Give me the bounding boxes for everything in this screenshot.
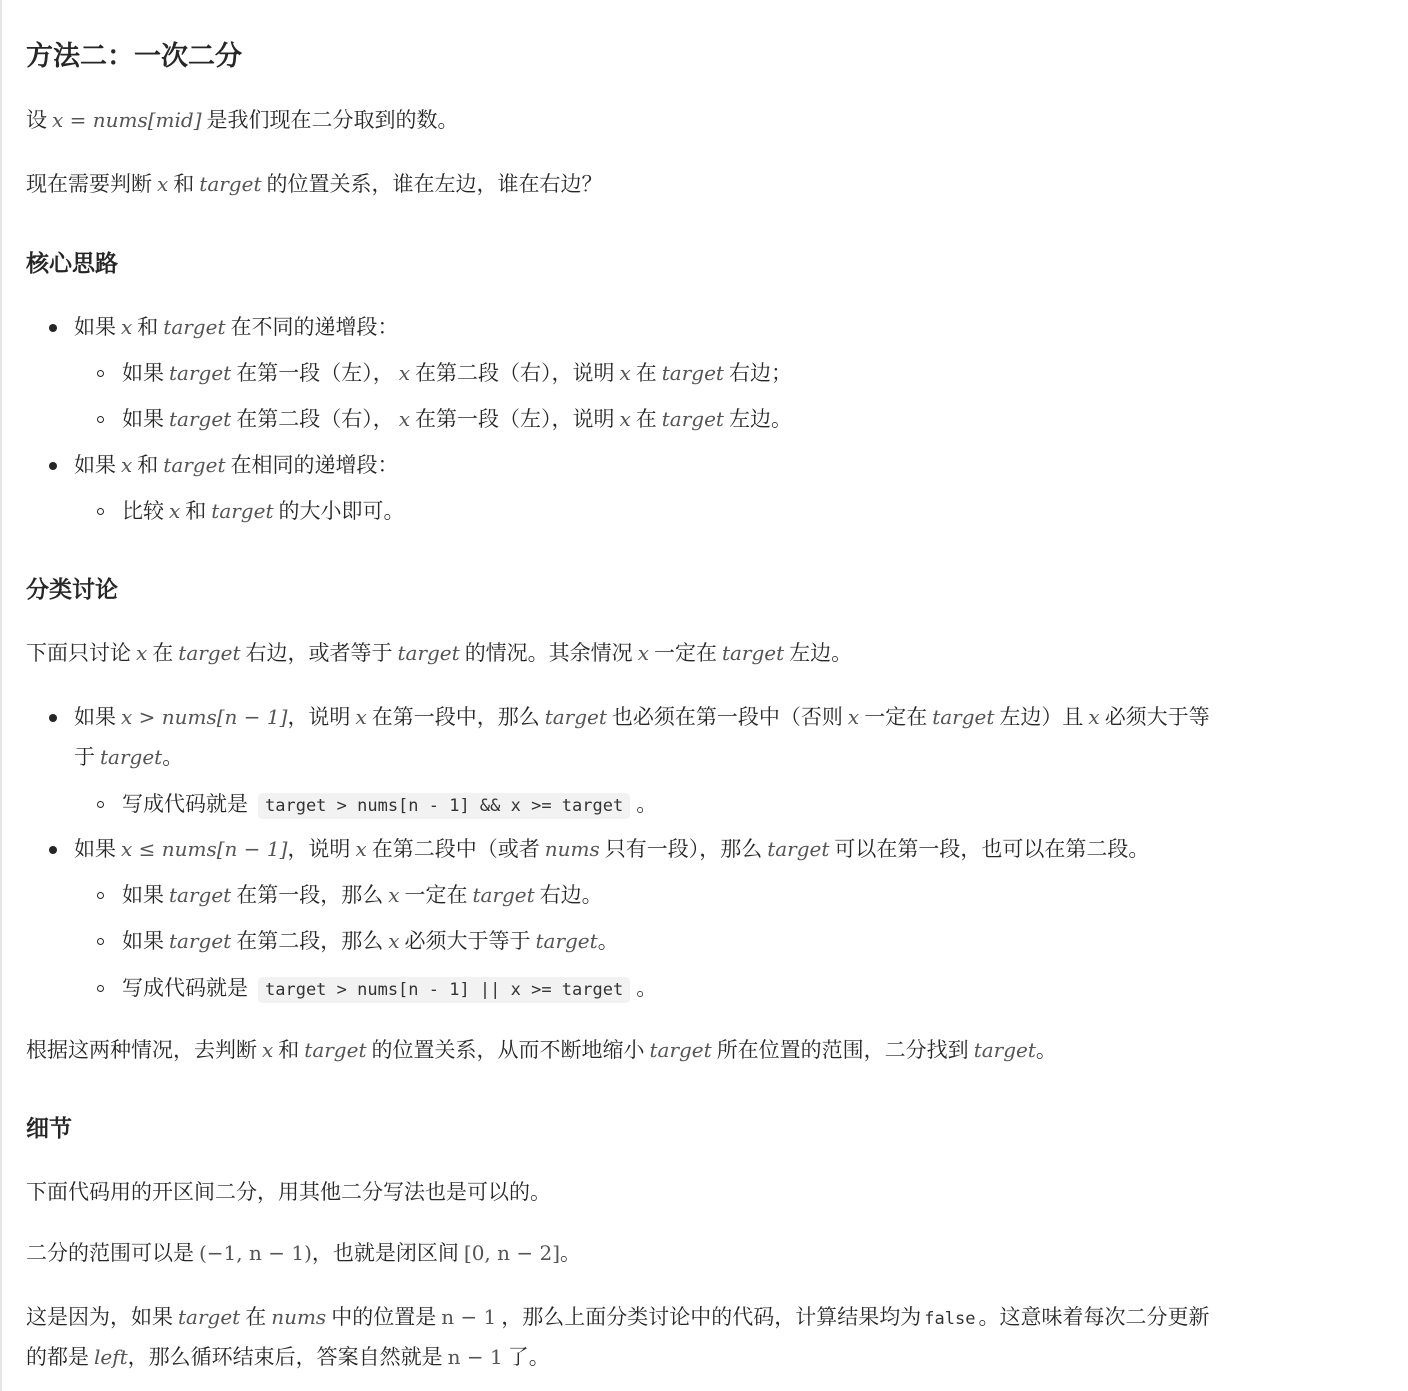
- text: 和: [185, 499, 207, 523]
- math-nums: nums: [271, 1305, 327, 1329]
- math-target: target: [661, 407, 724, 431]
- text: 如果: [74, 315, 116, 339]
- math-target: target: [199, 172, 262, 196]
- text: 在: [635, 407, 657, 431]
- text: 如果: [74, 453, 116, 477]
- math-x: x: [637, 641, 649, 665]
- math-target: target: [973, 1038, 1036, 1062]
- bullet-circle: [97, 801, 104, 808]
- text: 在第二段中（或者: [371, 837, 540, 861]
- text: 如果: [122, 361, 164, 385]
- math-x: x: [398, 407, 410, 431]
- list-item-case-first-line2: [74, 737, 183, 777]
- bullet-circle: [97, 508, 104, 515]
- math-target: target: [169, 407, 232, 431]
- text: 和: [278, 1038, 300, 1062]
- text: 写成代码就是: [122, 792, 248, 816]
- text: 如果: [74, 705, 116, 729]
- math-x-gt-last: x > nums[n − 1]: [121, 705, 288, 729]
- text: 在第二段（右），说明: [414, 361, 615, 385]
- list-item-case-second-b: [122, 921, 619, 961]
- math-x: x: [355, 837, 367, 861]
- math-x: x: [1088, 705, 1100, 729]
- text: 于: [74, 745, 95, 769]
- math-target: target: [721, 641, 785, 665]
- text: 必须大于等: [1104, 705, 1210, 729]
- text: ，也就是闭区间: [311, 1241, 459, 1265]
- math-target: target: [163, 315, 226, 339]
- text: 。: [162, 745, 184, 769]
- math-target: target: [100, 745, 163, 769]
- math-n-minus-1: n − 1: [441, 1305, 497, 1329]
- text: 。这意味着每次二分更新: [978, 1305, 1210, 1329]
- paragraph-detail-reason-line1: [26, 1297, 1209, 1339]
- text: 的位置关系，谁在左边，谁在右边？: [266, 172, 603, 196]
- text: 这是因为，如果: [26, 1305, 173, 1329]
- bullet-circle: [97, 370, 104, 377]
- text: 在第二段，那么: [236, 929, 384, 953]
- math-x-le-last: x ≤ nums[n − 1]: [121, 837, 288, 861]
- math-target: target: [211, 499, 274, 523]
- paragraph-detail-range: [26, 1233, 581, 1273]
- paragraph-detail-reason-line2: [26, 1337, 550, 1377]
- text: 在第一段，那么: [236, 883, 384, 907]
- text: 一定在: [864, 705, 928, 729]
- heading-details: 细节: [26, 1116, 72, 1142]
- text: 右边。: [539, 883, 603, 907]
- list-item-core-different-b: [122, 399, 792, 439]
- list-item-case-second-code: [122, 968, 657, 1010]
- text: 左边。: [728, 407, 792, 431]
- bullet-circle: [97, 892, 104, 899]
- text: 在第一段（左），说明: [414, 407, 615, 431]
- math-n-minus-1: n − 1: [447, 1345, 503, 1369]
- paragraph-define-x: [26, 100, 459, 140]
- math-target: target: [767, 837, 830, 861]
- math-target: target: [397, 641, 460, 665]
- list-item-case-second: [74, 829, 1149, 869]
- math-target: target: [178, 1305, 241, 1329]
- list-item-case-first-line1: [74, 697, 1210, 737]
- bullet-circle: [97, 416, 104, 423]
- heading-method-two: 方法二：一次二分: [26, 41, 242, 72]
- text: 。: [1035, 1038, 1057, 1062]
- text: 和: [137, 453, 159, 477]
- list-item-core-different: [74, 307, 398, 347]
- text: 在不同的递增段：: [230, 315, 399, 339]
- text: 二分的范围可以是: [26, 1241, 194, 1265]
- math-target: target: [544, 705, 607, 729]
- list-item-case-second-a: [122, 875, 603, 915]
- bullet-disc: [49, 846, 57, 854]
- bullet-circle: [97, 938, 104, 945]
- text: 的位置关系，从而不断地缩小: [371, 1038, 645, 1062]
- math-x: x: [388, 883, 400, 907]
- text: 一定在: [653, 641, 717, 665]
- text: 如果: [74, 837, 116, 861]
- text: 左边）且: [999, 705, 1084, 729]
- text: 也必须在第一段中（否则: [611, 705, 843, 729]
- math-target: target: [661, 361, 724, 385]
- text: 。: [560, 1241, 582, 1265]
- text: 了。: [507, 1345, 550, 1369]
- heading-core-idea: 核心思路: [26, 251, 118, 277]
- text: 中的位置是: [331, 1305, 437, 1329]
- left-border: [0, 0, 2, 1391]
- text: 和: [173, 172, 195, 196]
- math-target: target: [649, 1038, 712, 1062]
- text: 现在需要判断: [26, 172, 152, 196]
- math-x: x: [157, 172, 169, 196]
- math-x: x: [619, 361, 631, 385]
- bullet-circle: [97, 985, 104, 992]
- text: ，说明: [287, 837, 351, 861]
- text: 的情况。其余情况: [464, 641, 633, 665]
- text: 如果: [122, 929, 164, 953]
- text: 必须大于等于: [404, 929, 531, 953]
- text: 可以在第一段，也可以在第二段。: [834, 837, 1150, 861]
- math-target: target: [932, 705, 995, 729]
- text: 在第二段（右），: [236, 407, 394, 431]
- paragraph-detail-open-interval: 下面代码用的开区间二分，用其他二分写法也是可以的。: [26, 1180, 551, 1204]
- math-target: target: [169, 883, 232, 907]
- text: 只有一段），那么: [604, 837, 763, 861]
- text: 左边。: [789, 641, 853, 665]
- list-item-case-first-code: [122, 784, 657, 826]
- text: 写成代码就是: [122, 976, 248, 1000]
- text: 右边，或者等于: [245, 641, 393, 665]
- text: 。: [597, 929, 619, 953]
- text: 比较: [122, 499, 164, 523]
- text: ，那么循环结束后，答案自然就是: [127, 1345, 443, 1369]
- math-target: target: [169, 929, 232, 953]
- bullet-disc: [49, 462, 57, 470]
- inline-code: target > nums[n - 1] && x >= target: [258, 793, 630, 819]
- math-closed-range: [0, n − 2]: [463, 1241, 561, 1265]
- bullet-disc: [49, 714, 57, 722]
- text: 下面只讨论: [26, 641, 131, 665]
- text: 和: [137, 315, 159, 339]
- math-x: x: [121, 315, 133, 339]
- text: 所在位置的范围，二分找到: [716, 1038, 969, 1062]
- text: ，说明: [287, 705, 351, 729]
- inline-code-false: false: [924, 1309, 976, 1329]
- math-left: left: [94, 1345, 128, 1369]
- text: 如果: [122, 883, 164, 907]
- math-target: target: [535, 929, 598, 953]
- text: 。: [636, 976, 658, 1000]
- math-target: target: [178, 641, 241, 665]
- text: 的都是: [26, 1345, 89, 1369]
- text: 一定在: [404, 883, 468, 907]
- math-x: x: [136, 641, 148, 665]
- math-x: x: [388, 929, 400, 953]
- text: 的大小即可。: [278, 499, 405, 523]
- text: 在: [635, 361, 657, 385]
- text: 在: [152, 641, 174, 665]
- math-x: x: [262, 1038, 274, 1062]
- math-target: target: [472, 883, 535, 907]
- bullet-disc: [49, 324, 57, 332]
- inline-code: target > nums[n - 1] || x >= target: [258, 977, 630, 1003]
- text: ，那么上面分类讨论中的代码，计算结果均为: [501, 1305, 922, 1329]
- list-item-core-different-a: [122, 353, 792, 393]
- text: 在第一段中，那么: [371, 705, 540, 729]
- math-target: target: [169, 361, 232, 385]
- text: 。: [636, 792, 658, 816]
- text: 在相同的递增段：: [230, 453, 399, 477]
- paragraph-case-intro: [26, 633, 852, 673]
- math-target: target: [304, 1038, 367, 1062]
- math-x-eq-mid: x = nums[mid]: [52, 108, 202, 132]
- math-nums: nums: [544, 837, 600, 861]
- paragraph-case-outro: [26, 1030, 1057, 1070]
- text: 在第一段（左），: [236, 361, 394, 385]
- heading-case-discussion: 分类讨论: [26, 577, 118, 603]
- text: 设: [26, 108, 47, 132]
- math-x: x: [847, 705, 860, 729]
- math-x: x: [169, 499, 181, 523]
- math-x: x: [121, 453, 133, 477]
- math-x: x: [355, 705, 367, 729]
- text: 在: [245, 1305, 267, 1329]
- list-item-core-same: [74, 445, 398, 485]
- math-x: x: [619, 407, 631, 431]
- text: 如果: [122, 407, 164, 431]
- paragraph-question: [26, 164, 602, 204]
- math-x: x: [398, 361, 410, 385]
- text: 是我们现在二分取到的数。: [206, 108, 459, 132]
- list-item-core-same-a: [122, 491, 404, 531]
- text: 根据这两种情况，去判断: [26, 1038, 257, 1062]
- text: 右边；: [728, 361, 792, 385]
- math-open-range: (−1, n − 1): [199, 1241, 312, 1265]
- math-target: target: [163, 453, 226, 477]
